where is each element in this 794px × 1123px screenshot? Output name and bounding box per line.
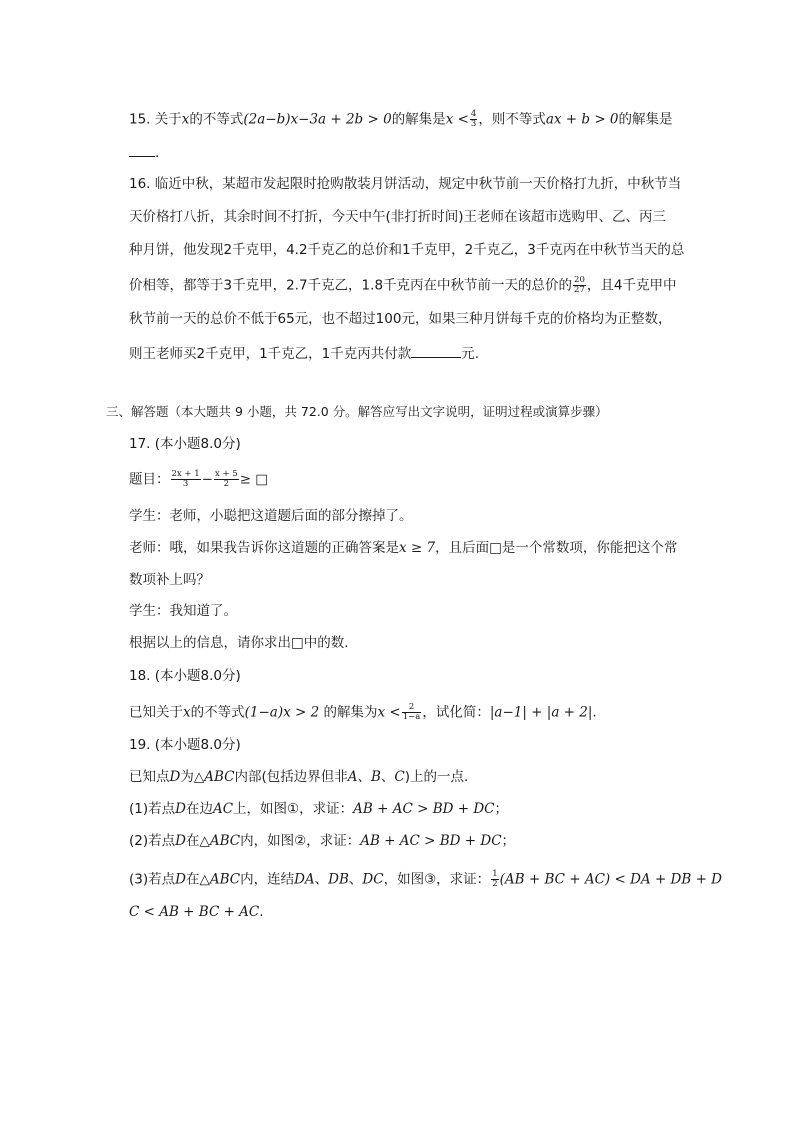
q18-inequality: (1−a)x > 2 bbox=[244, 704, 320, 721]
q18-solution-lhs: x < bbox=[377, 704, 401, 721]
q19-p3-math-line2: C < AB + BC + AC bbox=[129, 904, 260, 920]
q17-heading: 17. (本小题8.0分) bbox=[129, 436, 241, 452]
q19-p3-half-den: 2 bbox=[492, 878, 498, 889]
q17-fraction2-den: 2 bbox=[223, 478, 230, 489]
q19-p3-a: (3)若点 bbox=[129, 871, 176, 888]
q17-ge-box: ≥ □ bbox=[239, 471, 269, 488]
q17-fraction2-num: x + 5 bbox=[214, 469, 238, 479]
q18-fraction-num: 2 bbox=[402, 703, 422, 713]
q19-l1-d: )上的一点. bbox=[404, 769, 469, 785]
q17-topic bbox=[129, 470, 268, 489]
q19-p1-point-d: D bbox=[175, 801, 186, 817]
q15-text3: ，则不等式 bbox=[478, 111, 546, 128]
q19-p3-point-d: D bbox=[175, 871, 186, 888]
q16-answer-blank bbox=[411, 346, 461, 358]
q18-text4: ，试化简： bbox=[422, 704, 490, 721]
q19-p1-math: AB + AC > BD + DC bbox=[353, 801, 495, 817]
q19-p1-b: 在边 bbox=[185, 801, 213, 817]
q19-p3-seg-da: DA bbox=[294, 871, 315, 888]
q19-p3-seg-dc: DC bbox=[362, 871, 384, 888]
q19-point-d: D bbox=[169, 769, 181, 785]
q17-student1: 学生：老师，小聪把这道题后面的部分擦掉了。 bbox=[129, 508, 413, 524]
q16-line6-b: 元. bbox=[461, 346, 480, 362]
q16-line6-a: 则王老师买2千克甲，1千克乙，1千克丙共付款 bbox=[129, 346, 412, 362]
q19-p3-c: 内，连结 bbox=[240, 871, 295, 888]
q16-line6 bbox=[129, 346, 479, 362]
q19-part1 bbox=[129, 803, 508, 817]
q15-text1: 的不等式 bbox=[189, 111, 244, 128]
q19-p3-b: 在 bbox=[185, 871, 200, 888]
q19-part3-line2 bbox=[129, 906, 264, 920]
q19-point-a: A bbox=[347, 769, 358, 785]
q15-line1 bbox=[129, 110, 673, 129]
q18-body bbox=[129, 703, 597, 722]
q16-line4 bbox=[129, 276, 676, 295]
q17-fraction1-den: 3 bbox=[182, 478, 189, 489]
q15-line2 bbox=[129, 145, 159, 161]
q19-p2-end: ； bbox=[501, 833, 516, 849]
q17-fraction1 bbox=[171, 470, 201, 489]
q16-line2: 天价格打八折，其余时间不打折，今天中午(非打折时间)王老师在该超市选购甲、乙、丙三 bbox=[129, 209, 667, 225]
q19-p3-d: ，如图③，求证： bbox=[383, 871, 491, 888]
q16-line5: 秋节前一天的总价不低于65元，也不超过100元，如果三种月饼每千克的价格均为正整数， bbox=[129, 311, 672, 327]
q19-triangle: △ABC bbox=[193, 769, 235, 785]
q18-expression: |a−1| + |a + 2| bbox=[489, 704, 593, 721]
q16-fraction-num: 20 bbox=[574, 275, 585, 285]
q19-sep2: 、 bbox=[380, 769, 395, 785]
q19-part3 bbox=[129, 870, 722, 889]
q18-text2: 的不等式 bbox=[190, 704, 245, 721]
q19-p2-c: 内，如图②，求证： bbox=[240, 833, 361, 849]
q16-line1: 16. 临近中秋，某超市发起限时抢购散装月饼活动，规定中秋节前一天价格打九折，中秋节当 bbox=[129, 176, 682, 192]
q18-fraction-den: 1−a bbox=[402, 711, 421, 722]
q19-p3-end: . bbox=[259, 904, 264, 920]
q15-prefix: 15. 关于 bbox=[129, 111, 182, 128]
q19-p1-end: ； bbox=[494, 801, 508, 817]
q16-fraction bbox=[573, 276, 586, 295]
q18-var-x: x bbox=[183, 704, 191, 721]
q15-fraction-den: 3 bbox=[470, 118, 477, 129]
q19-p1-c: 上，如图①，求证： bbox=[233, 801, 354, 817]
q19-p3-math: (AB + BC + AC) < DA + DB + D bbox=[499, 871, 723, 888]
q17-teacher-math: x ≥ 7 bbox=[399, 540, 436, 556]
q19-point-c: C bbox=[394, 769, 405, 785]
q18-fraction bbox=[402, 703, 422, 722]
q15-fraction bbox=[470, 110, 477, 129]
q16-line4-a: 价相等，都等于3千克甲，2.7千克乙，1.8千克丙在中秋节前一天的总价的 bbox=[129, 277, 573, 294]
q19-p2-triangle: △ABC bbox=[199, 833, 241, 849]
q18-heading: 18. (本小题8.0分) bbox=[129, 668, 241, 684]
q18-text3: 的解集为 bbox=[319, 704, 378, 721]
q19-point-b: B bbox=[371, 769, 381, 785]
q19-p3-sep2: 、 bbox=[348, 871, 363, 888]
q19-l1-a: 已知点 bbox=[129, 769, 170, 785]
q18-text1: 已知关于 bbox=[129, 704, 183, 721]
q19-p1-side-ac: AC bbox=[212, 801, 234, 817]
q19-l1-c: 内部(包括边界但非 bbox=[234, 769, 348, 785]
q17-fraction2 bbox=[214, 470, 239, 489]
q17-fraction1-num: 2x + 1 bbox=[171, 469, 200, 479]
q19-part2 bbox=[129, 835, 515, 849]
q16-line4-b: ，且4千克甲中 bbox=[586, 277, 677, 294]
section3-heading: 三、解答题（本大题共 9 小题，共 72.0 分。解答应写出文字说明，证明过程或演算步骤） bbox=[106, 404, 608, 419]
q19-l1-b: 为 bbox=[180, 769, 194, 785]
q19-sep1: 、 bbox=[357, 769, 371, 785]
q15-var-x: x bbox=[181, 111, 190, 128]
q17-teacher-b: ，且后面□是一个常数项，你能把这个常 bbox=[435, 540, 678, 556]
q19-p2-b: 在 bbox=[185, 833, 200, 849]
q16-line3: 种月饼，他发现2千克甲，4.2千克乙的总价和1千克甲，2千克乙，3千克丙在中秋节当天的总 bbox=[129, 242, 685, 258]
q17-teacher bbox=[129, 542, 677, 556]
q15-solution-lhs: x < bbox=[445, 111, 469, 128]
q19-p3-triangle: △ABC bbox=[199, 871, 241, 888]
q17-student2: 学生：我知道了。 bbox=[129, 603, 237, 619]
q19-p3-half-num: 1 bbox=[492, 869, 498, 879]
q19-heading: 19. (本小题8.0分) bbox=[129, 737, 241, 753]
q19-line1 bbox=[129, 771, 468, 785]
q18-end: . bbox=[592, 704, 597, 721]
q17-teacher-line2: 数项补上吗？ bbox=[129, 572, 210, 588]
q19-p3-sep1: 、 bbox=[314, 871, 329, 888]
q15-text4: 的解集是 bbox=[618, 111, 673, 128]
q17-ask: 根据以上的信息，请你求出□中的数. bbox=[129, 635, 349, 651]
q15-inequality: (2a−b)x−3a + 2b > 0 bbox=[243, 111, 392, 128]
q16-fraction-den: 27 bbox=[574, 284, 585, 295]
q19-p2-a: (2)若点 bbox=[129, 833, 176, 849]
q19-p2-point-d: D bbox=[175, 833, 186, 849]
q17-topic-label: 题目： bbox=[129, 471, 170, 488]
q19-p3-seg-db: DB bbox=[328, 871, 349, 888]
q15-inequality2: ax + b > 0 bbox=[545, 111, 619, 128]
q15-fraction-num: 4 bbox=[470, 109, 477, 119]
q19-p2-math: AB + AC > BD + DC bbox=[360, 833, 502, 849]
q15-answer-blank bbox=[129, 145, 155, 157]
q15-end: . bbox=[155, 145, 160, 161]
q19-p3-half bbox=[491, 870, 498, 889]
q17-minus: − bbox=[201, 471, 213, 488]
q17-teacher-a: 老师：哦，如果我告诉你这道题的正确答案是 bbox=[129, 540, 399, 556]
q19-p1-a: (1)若点 bbox=[129, 801, 176, 817]
q15-text2: 的解集是 bbox=[391, 111, 446, 128]
